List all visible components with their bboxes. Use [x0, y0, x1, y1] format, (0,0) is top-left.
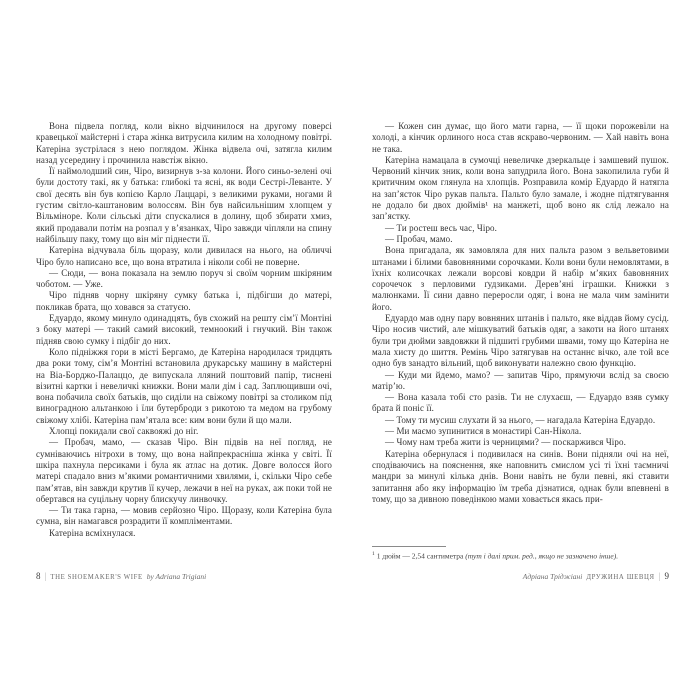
paragraph: — Сюди, — вона показала на землю поруч зі своїм чорним шкіряним чоботом. — Уже.: [36, 267, 332, 290]
paragraph: Чіро підняв чорну шкіряну сумку батька і, підбігши до матері, покликав брата, що ховався за статуєю.: [36, 290, 332, 312]
footnote-divider: [372, 546, 446, 547]
paragraph: — Тому ти мусиш слухати й за нього, — нагадала Катеріна Едуардо.: [385, 414, 656, 425]
footnote-block: [372, 546, 669, 561]
paragraph: Едуардо, якому минуло одинадцять, був схожий на решту сім’ї Монтіні з боку матері — такий самий високий, темноокий і гнучкий. Він також підняв свою сумку і підбіг до них.: [36, 313, 332, 346]
paragraph: — Вона казала тобі сто разів. Ти не слухаєш, — Едуардо взяв сумку брата й поніс її.: [372, 392, 669, 414]
footnote-text: 1 дюйм — 2,54 сантиметра: [376, 551, 466, 561]
book-title-english: THE SHOEMAKER'S WIFE: [50, 574, 143, 581]
author-byline-english: by Adriana Trigiani: [146, 572, 207, 581]
left-page-footer: [36, 571, 206, 581]
paragraph: — Ти така гарна, — мовив серйозно Чіро. Щоразу, коли Катеріна була сумна, він намагався розрадити її компліментами.: [36, 505, 332, 527]
footer-separator: |: [44, 571, 47, 581]
footnote-editor-note: (тут і далі прим. ред., якщо не зазначено інше).: [465, 551, 619, 561]
right-page-text-column: [372, 121, 669, 505]
paragraph: — Ти ростеш весь час, Чіро.: [385, 222, 497, 233]
paragraph: Катеріна відчувала біль щоразу, коли дивилася на нього, на обличчі Чіро було написано все, що вона втратила і ніколи собі не поверне.: [36, 245, 332, 267]
left-page-text-column: [36, 121, 332, 539]
paragraph: Катеріна обернулася і подивилася на синів. Вони підняли очі на неї, сподіваючись на пояснення, яке наповнить смислом усі ті їхні таємничі мандри за минулі кілька днів. Вони навіть не були певні, які ставити запитання або яку інформацію їм треба дізнатися, однак були впевнені в тому, що за дивною поведінкою мами ховається якась при-: [372, 448, 669, 504]
paragraph: — Пробач, мамо.: [385, 233, 453, 244]
right-page-footer: [523, 571, 669, 581]
paragraph: — Ми маємо зупинитися в монастирі Сан-Нікола.: [385, 426, 582, 437]
left-page-number: 8: [36, 571, 41, 581]
book-title-ukrainian: ДРУЖИНА ШЕВЦЯ: [586, 574, 655, 581]
paragraph: Вона пригадала, як замовляла для них пальта разом з вельветовими штанами і білими бавовняними сорочками. Коли вони були немовлятами, в їхніх колисочках лежали ворсові ковдри й набір м’яких бавовняних сорочечок з перловими ґудзиками. Дерев’яні іграшки. Книжки з малюнками. Її сини давно переросли одяг, і вона не мала чим замінити його.: [372, 245, 669, 312]
paragraph: Коло підніжжя гори в місті Бергамо, де Катеріна народилася тридцять два роки тому, сім’я Монтіні встановила друкарську машину в майстерні на Віа-Борджо-Палаццо, де випускала лляний поштовий папір, тиснені візитні картки і невеличкі книжки. Вони мали дім і сад. Заплющивши очі, вона побачила своїх батьків, що сиділи на свіжому повітрі за столиком під виноградною альтанкою і їли бутерброди з рикотою та медом на грубому свіжому хлібі. Катеріна пам’ятала все: ким вони були й що мали.: [36, 346, 332, 425]
footnote: [372, 550, 669, 561]
paragraph: Едуардо мав одну пару вовняних штанів і пальто, яке віддав йому сусід. Чіро носив чистий, але мішкуватий батьків одяг, а закоти на його штанях були три дюйми завдовжки й підшиті грубими швами, тому що Катеріна не мала хисту до шиття. Ремінь Чіро затягував на останнє вічко, але той все одно був занадто вільний, щоб виконувати належно свою функцію.: [372, 313, 669, 369]
paragraph: Її наймолодший син, Чіро, визирнув з-за колони. Його синьо-зелені очі були достоту такі, як у батька: глибокі та ясні, як води Сестрі-Леванте. У свої десять він був копією Карло Лаццарі, з великими руками, ногами й густим світло-каштановим волоссям. Він був найсильнішим хлопцем у Вільміноре. Коли сільські діти спускалися в долину, щоб збирати хмиз, який продавали потім на розпал у в’язанках, Чіро завжди чіпляли на спину найбільшу паку, тому що він міг піднести її.: [36, 166, 332, 244]
paragraph: — Пробач, мамо, — сказав Чіро. Він підвів на неї погляд, не сумніваючись нітрохи в тому, що вона найпрекрасніша жінка у світі. Її шкіра пахнула персиками і була як атлас на дотик. Довге волосся його матері спадало вниз м’якими романтичними хвилями, і, скільки Чіро себе пам’ятав, він завжди крутив її кучер, лежачи в неї на руках, аж поки той не обертався на суцільну чорну блискучу линвочку.: [36, 437, 332, 504]
paragraph: Катеріна всміхнулася.: [49, 527, 136, 538]
paragraph: — Куди ми йдемо, мамо? — запитав Чіро, прямуючи вслід за своєю матір’ю.: [372, 369, 669, 391]
footer-separator: |: [658, 571, 661, 581]
author-name-ukrainian: Адріана Тріджіані: [522, 572, 583, 581]
paragraph: Вона підвела погляд, коли вікно відчинилося на другому поверсі кравецької майстерні і стара жінка витрусила килим на холодному повітрі. Катеріна зустрілася з нею поглядом. Жінка відвела очі, затягла килим назад усередину і прочинила навстіж вікно.: [36, 121, 332, 165]
paragraph: Катеріна намацала в сумочці невеличке дзеркальце і замшевий пушок. Червоний кінчик зник, коли вона запудрила його. Вона закопилила губи й критичним оком глянула на хлопців. Розправила комір Едуардо й натягла на зап’ясток Чіро рукав пальта. Пальто було замале, і жодне підтягування не додало би двох дюймів¹ на манжеті, щоб воно як слід лежало на зап’ястку.: [372, 154, 669, 222]
footnote-marker: 1: [372, 551, 375, 557]
paragraph: — Кожен син думає, що його мати гарна, — її щоки порожевіли на холоді, а кінчик орлиного носа став яскраво-червоним. — Хай навіть вона не така.: [372, 121, 669, 154]
right-page-number: 9: [664, 571, 669, 581]
paragraph: — Чому нам треба жити із черницями? — поскаржився Чіро.: [385, 437, 626, 448]
paragraph: Хлопці покидали свої саквояжі до ніг.: [49, 426, 199, 437]
